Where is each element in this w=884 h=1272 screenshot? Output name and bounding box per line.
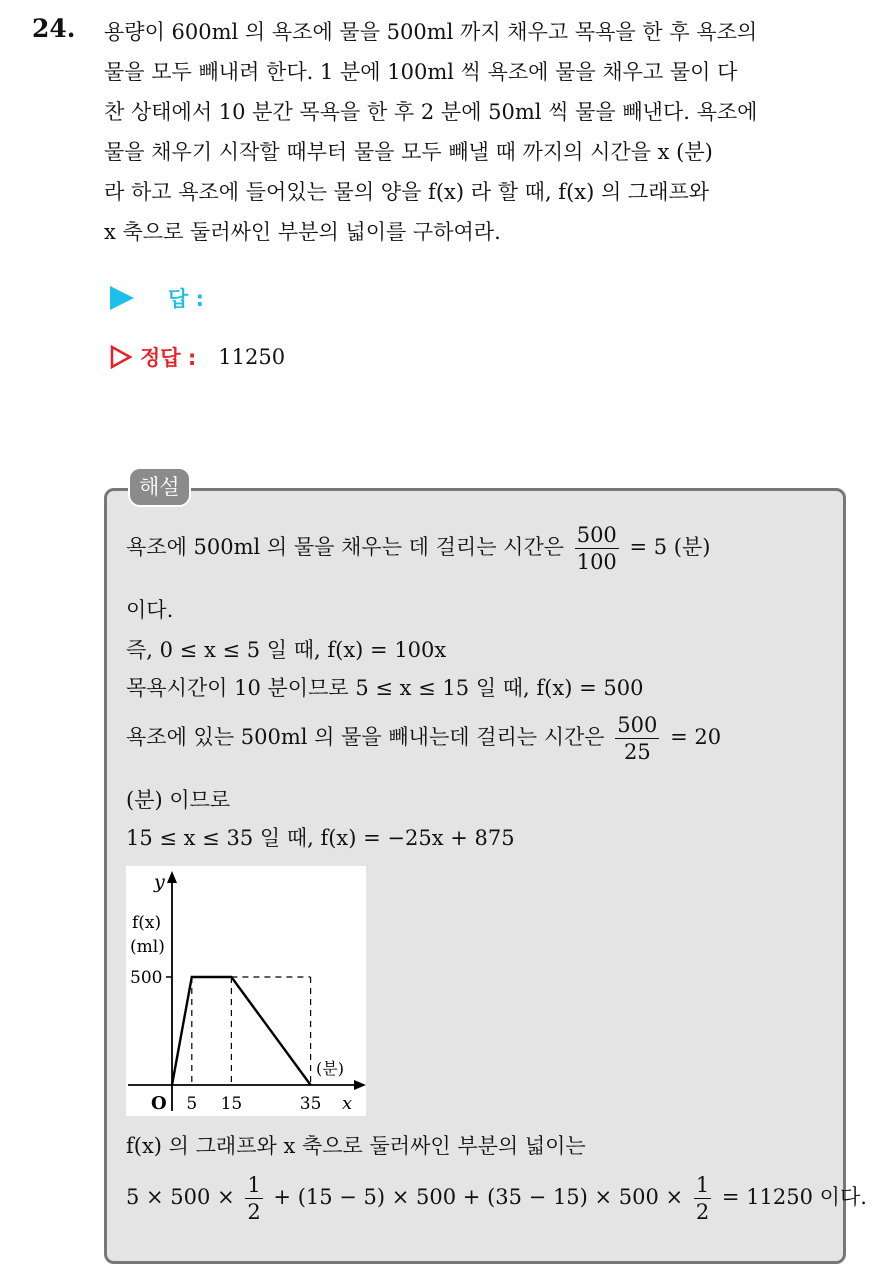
graph	[126, 866, 366, 1116]
function-line	[172, 977, 311, 1085]
y-tick-500: 500	[130, 968, 163, 988]
solution-line: 15 ≤ x ≤ 35 일 때, f(x) = −25x + 875	[126, 826, 515, 850]
solution-line: 즉, 0 ≤ x ≤ 5 일 때, f(x) = 100x	[126, 638, 447, 662]
x-tick-35: 35	[299, 1094, 322, 1114]
fraction-numerator: 500	[617, 713, 658, 737]
fraction-numerator: 1	[695, 1173, 710, 1197]
solution-line: 목욕시간이 10 분이므로 5 ≤ x ≤ 15 일 때, f(x) = 500	[126, 676, 644, 700]
solution-line	[126, 1172, 867, 1225]
solution-text: = 20	[670, 725, 722, 749]
y-axis-arrow	[167, 871, 177, 883]
solution-text: 욕조에 500ml 의 물을 채우는 데 걸리는 시간은	[126, 535, 565, 559]
solution-line: (분) 이므로	[126, 788, 231, 812]
solution-line: 이다.	[126, 598, 174, 622]
unit-label: (ml)	[130, 937, 165, 957]
fraction-denominator: 25	[623, 740, 651, 764]
solution-text: = 11250 이다.	[721, 1185, 867, 1209]
x-tick-15: 15	[220, 1094, 243, 1114]
solution-tag: 해설	[128, 467, 191, 507]
fraction-numerator: 500	[576, 523, 617, 547]
fraction-denominator: 2	[695, 1200, 710, 1224]
solution-line	[126, 712, 721, 765]
x-axis-arrow	[354, 1080, 366, 1090]
origin-label: O	[151, 1093, 167, 1114]
fx-label: f(x)	[132, 913, 162, 933]
solution-line	[126, 522, 710, 575]
fraction-denominator: 2	[247, 1200, 261, 1224]
fraction	[694, 1172, 711, 1225]
fraction-denominator: 100	[576, 550, 617, 574]
y-axis-label: y	[154, 871, 165, 893]
solution-text: + (15 − 5) × 500 + (35 − 15) × 500 ×	[273, 1185, 684, 1209]
answer-row	[110, 283, 204, 313]
question-line: 물을 채우기 시작할 때부터 물을 모두 빼낼 때 까지의 시간을 x (분)	[104, 140, 713, 164]
solution-text: 5 × 500 ×	[126, 1185, 235, 1209]
solution-text: = 5 (분)	[629, 535, 711, 559]
outline-arrow-icon	[110, 345, 132, 369]
fraction	[615, 712, 659, 765]
question-line: 물을 모두 빼내려 한다. 1 분에 100ml 씩 욕조에 물을 채우고 물이 다	[104, 60, 738, 84]
guide-lines	[192, 977, 311, 1085]
question-text	[104, 12, 874, 252]
correct-answer-value: 11250	[218, 345, 286, 369]
question-line: 찬 상태에서 10 분간 목욕을 한 후 2 분에 50ml 씩 물을 빼낸다. 욕조에	[104, 100, 758, 124]
question-line: 라 하고 욕조에 들어있는 물의 양을 f(x) 라 할 때, f(x) 의 그래프와	[104, 180, 710, 204]
x-tick-5: 5	[186, 1094, 198, 1114]
play-arrow-icon	[110, 286, 134, 310]
solution-line: f(x) 의 그래프와 x 축으로 둘러싸인 부분의 넓이는	[126, 1134, 586, 1158]
x-unit-label: (분)	[316, 1059, 344, 1078]
answer-label: 답 :	[168, 287, 204, 311]
correct-answer-row	[110, 342, 285, 372]
fraction	[245, 1172, 262, 1225]
question-number: 24.	[32, 14, 76, 43]
correct-answer-label: 정답 :	[140, 346, 197, 370]
solution-text: 욕조에 있는 500ml 의 물을 빼내는데 걸리는 시간은	[126, 725, 605, 749]
question-line: x 축으로 둘러싸인 부분의 넓이를 구하여라.	[104, 220, 501, 244]
fraction-numerator: 1	[247, 1173, 261, 1197]
fraction	[575, 522, 619, 575]
question-line: 용량이 600ml 의 욕조에 물을 500ml 까지 채우고 목욕을 한 후 욕조의	[104, 20, 758, 44]
x-axis-label: x	[342, 1093, 353, 1114]
